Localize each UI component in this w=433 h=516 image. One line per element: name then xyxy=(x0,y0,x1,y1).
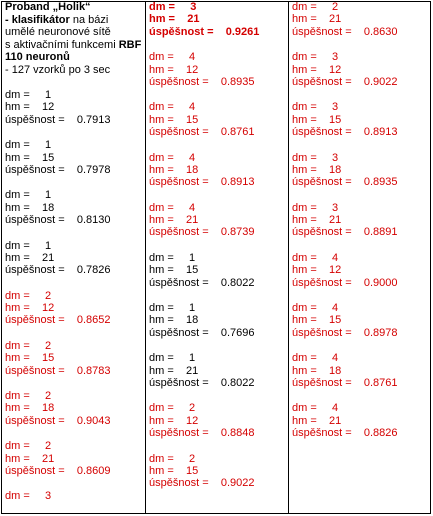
result-entry xyxy=(149,101,287,138)
result-entry xyxy=(5,89,143,126)
accuracy-value: úspěšnost = 0.8978 xyxy=(292,326,398,339)
dm-value: dm = 4 xyxy=(149,51,196,64)
accuracy-value: úspěšnost = 0.7826 xyxy=(5,264,111,277)
activation-line xyxy=(5,39,143,52)
dm-value: dm = 1 xyxy=(5,189,52,202)
hm-value: hm = 12 xyxy=(292,63,342,76)
accuracy-value: úspěšnost = 0.9000 xyxy=(292,276,398,289)
description-block xyxy=(5,1,143,76)
hm-value: hm = 15 xyxy=(5,151,55,164)
column-divider xyxy=(288,1,289,514)
dm-value: dm = 3 xyxy=(292,201,339,214)
sample-count: - 127 vzorků po 3 sec xyxy=(5,63,111,76)
network-line: umělé neuronové sítě xyxy=(5,26,111,38)
accuracy-value: úspěšnost = 0.7696 xyxy=(149,326,255,339)
dm-value: dm = 1 xyxy=(5,89,52,101)
dm-value: dm = 2 xyxy=(149,452,196,465)
result-entry xyxy=(292,152,430,189)
accuracy-value: úspěšnost = 0.8935 xyxy=(149,75,255,88)
accuracy-value: úspěšnost = 0.9022 xyxy=(149,477,255,490)
result-entry xyxy=(149,402,287,439)
accuracy-value: úspěšnost = 0.7913 xyxy=(5,113,111,126)
accuracy-value: úspěšnost = 0.7978 xyxy=(5,163,111,176)
hm-value: hm = 15 xyxy=(292,113,342,126)
accuracy-value: úspěšnost = 0.8848 xyxy=(149,427,255,440)
dm-value: dm = 2 xyxy=(5,289,52,302)
dm-value: dm = 1 xyxy=(149,352,196,365)
accuracy-value: úspěšnost = 0.8630 xyxy=(292,25,398,38)
dm-value: dm = 4 xyxy=(292,402,339,415)
hm-value: hm = 21 xyxy=(5,452,55,465)
result-entry xyxy=(5,240,143,277)
result-entry xyxy=(5,139,143,176)
dm-value: dm = 1 xyxy=(5,239,52,252)
hm-value: hm = 18 xyxy=(292,364,342,377)
accuracy-value: úspěšnost = 0.8783 xyxy=(5,364,111,377)
accuracy-value: úspěšnost = 0.9022 xyxy=(292,75,398,88)
accuracy-value: úspěšnost = 0.8935 xyxy=(292,176,398,189)
activation-text: s aktivačními funkcemi xyxy=(5,38,119,51)
result-entry xyxy=(149,453,287,490)
accuracy-value: úspěšnost = 0.9261 xyxy=(149,25,260,38)
dm-value: dm = 2 xyxy=(5,440,52,453)
dm-value: dm = 4 xyxy=(292,302,339,315)
hm-value: hm = 21 xyxy=(149,214,199,227)
hm-value: hm = 15 xyxy=(149,464,199,477)
accuracy-value: úspěšnost = 0.8891 xyxy=(292,226,398,239)
result-entry xyxy=(5,440,143,477)
column-3 xyxy=(292,1,430,440)
accuracy-value: úspěšnost = 0.8826 xyxy=(292,427,398,440)
accuracy-value: úspěšnost = 0.8609 xyxy=(5,464,111,477)
dm-value: dm = 3 xyxy=(292,51,339,64)
trailing-dm-value: dm = 3 xyxy=(5,490,52,503)
hm-value: hm = 21 xyxy=(292,13,342,26)
hm-value: hm = 12 xyxy=(5,101,55,114)
result-entry xyxy=(5,189,143,226)
column-2 xyxy=(149,1,287,490)
dm-value: dm = 2 xyxy=(149,402,196,415)
result-entry xyxy=(149,352,287,389)
classifier-rest: na bázi xyxy=(69,13,109,26)
dm-value: dm = 4 xyxy=(292,251,339,264)
hm-value: hm = 18 xyxy=(292,163,342,176)
column-1 xyxy=(5,1,143,503)
dm-value: dm = 2 xyxy=(5,390,52,403)
dm-value: dm = 3 xyxy=(149,1,197,13)
hm-value: hm = 12 xyxy=(149,414,199,427)
result-entry xyxy=(292,352,430,389)
hm-value: hm = 15 xyxy=(5,352,55,365)
dm-value: dm = 3 xyxy=(292,151,339,164)
neuron-count: 110 neuronů xyxy=(5,51,70,63)
hm-value: hm = 12 xyxy=(149,63,199,76)
hm-value: hm = 15 xyxy=(292,314,342,327)
result-entry xyxy=(292,402,430,439)
dm-value: dm = 4 xyxy=(292,352,339,365)
hm-value: hm = 21 xyxy=(292,414,342,427)
hm-value: hm = 21 xyxy=(149,364,199,377)
accuracy-value: úspěšnost = 0.8913 xyxy=(149,176,255,189)
result-entry xyxy=(292,51,430,88)
result-entry xyxy=(292,302,430,339)
dm-value: dm = 2 xyxy=(292,1,339,13)
dm-value: dm = 4 xyxy=(149,101,196,114)
accuracy-value: úspěšnost = 0.8022 xyxy=(149,276,255,289)
classifier-label: - klasifikátor xyxy=(5,13,70,26)
hm-value: hm = 12 xyxy=(5,302,55,315)
accuracy-value: úspěšnost = 0.8761 xyxy=(292,376,398,389)
dm-value: dm = 2 xyxy=(5,339,52,352)
result-entry xyxy=(5,290,143,327)
result-entry xyxy=(149,152,287,189)
accuracy-value: úspěšnost = 0.8739 xyxy=(149,226,255,239)
accuracy-value: úspěšnost = 0.8652 xyxy=(5,314,111,327)
accuracy-value: úspěšnost = 0.8130 xyxy=(5,214,111,227)
result-entry xyxy=(292,101,430,138)
accuracy-value: úspěšnost = 0.8022 xyxy=(149,376,255,389)
hm-value: hm = 21 xyxy=(292,214,342,227)
hm-value: hm = 21 xyxy=(149,13,200,26)
hm-value: hm = 15 xyxy=(149,264,199,277)
result-entry xyxy=(149,51,287,88)
hm-value: hm = 18 xyxy=(149,314,199,327)
result-entry xyxy=(149,1,287,38)
dm-value: dm = 4 xyxy=(149,151,196,164)
activation-rbf: RBF xyxy=(118,38,142,51)
column-divider xyxy=(145,1,146,514)
accuracy-value: úspěšnost = 0.8913 xyxy=(292,126,398,139)
dm-value: dm = 1 xyxy=(149,302,196,315)
result-entry xyxy=(292,1,430,38)
hm-value: hm = 12 xyxy=(292,264,342,277)
hm-value: hm = 21 xyxy=(5,251,55,264)
hm-value: hm = 15 xyxy=(149,113,199,126)
result-entry xyxy=(5,390,143,427)
dm-value: dm = 1 xyxy=(149,251,196,264)
hm-value: hm = 18 xyxy=(149,163,199,176)
hm-value: hm = 18 xyxy=(5,402,55,415)
accuracy-value: úspěšnost = 0.8761 xyxy=(149,126,255,139)
dm-value: dm = 1 xyxy=(5,139,52,152)
proband-title: Proband „Holik“ xyxy=(5,1,91,13)
dm-value: dm = 4 xyxy=(149,201,196,214)
result-entry xyxy=(149,302,287,339)
result-entry xyxy=(149,202,287,239)
result-entry xyxy=(149,252,287,289)
result-entry xyxy=(5,340,143,377)
accuracy-value: úspěšnost = 0.9043 xyxy=(5,414,111,427)
classifier-line xyxy=(5,14,143,27)
result-entry xyxy=(292,252,430,289)
dm-value: dm = 3 xyxy=(292,101,339,114)
hm-value: hm = 18 xyxy=(5,201,55,214)
result-entry xyxy=(292,202,430,239)
